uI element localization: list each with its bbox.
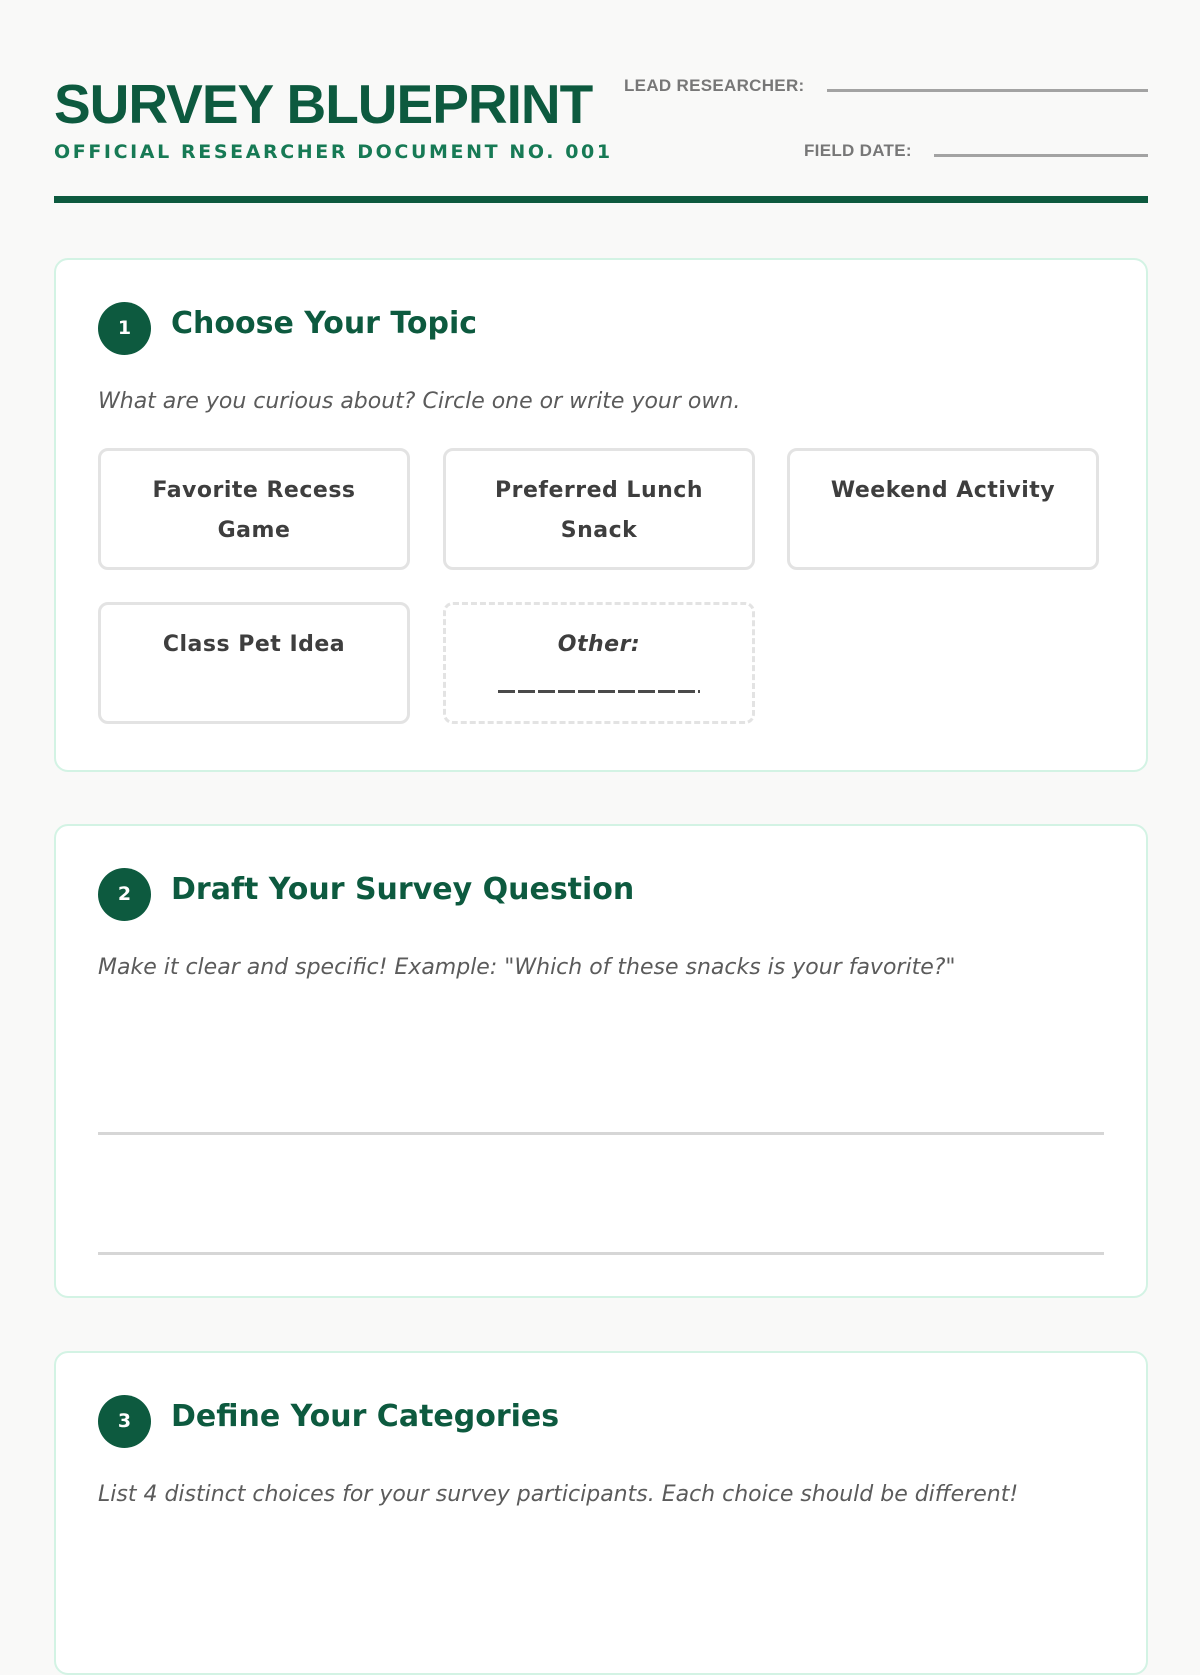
answer-line[interactable] [98, 1132, 1104, 1135]
field-date-field[interactable] [934, 154, 1148, 157]
other-write-in-blank[interactable] [498, 671, 700, 693]
section-description: Make it clear and specific! Example: "Which of these snacks is your favorite?" [98, 955, 956, 980]
topic-option-other[interactable] [443, 602, 755, 724]
answer-line[interactable] [98, 1252, 1104, 1255]
section-title: Choose Your Topic [171, 306, 478, 341]
section-description: List 4 distinct choices for your survey participants. Each choice should be different! [98, 1482, 1019, 1507]
section-title: Draft Your Survey Question [171, 872, 635, 907]
worksheet-page [54, 0, 1148, 1507]
document-header [54, 0, 1148, 204]
section-draft-question [54, 824, 1148, 1298]
section-title: Define Your Categories [171, 1399, 560, 1434]
section-description: What are you curious about? Circle one or write your own. [98, 389, 741, 414]
topic-option[interactable]: Class Pet Idea [98, 602, 410, 724]
topic-option[interactable]: Favorite Recess Game [98, 448, 410, 570]
section-define-categories [54, 1351, 1148, 1675]
step-number-badge: 3 [98, 1395, 151, 1448]
header-divider [54, 196, 1148, 203]
topic-option[interactable]: Weekend Activity [787, 448, 1099, 570]
lead-researcher-field[interactable] [827, 89, 1148, 92]
topic-option[interactable]: Preferred Lunch Snack [443, 448, 755, 570]
other-label: Other: [557, 632, 641, 657]
section-choose-topic [54, 258, 1148, 772]
page-title: SURVEY BLUEPRINT [54, 73, 593, 135]
step-number-badge: 2 [98, 868, 151, 921]
lead-researcher-label: LEAD RESEARCHER: [624, 76, 805, 95]
field-date-label: FIELD DATE: [804, 141, 912, 160]
step-number-badge: 1 [98, 302, 151, 355]
document-subtitle: OFFICIAL RESEARCHER DOCUMENT NO. 001 [54, 141, 613, 163]
